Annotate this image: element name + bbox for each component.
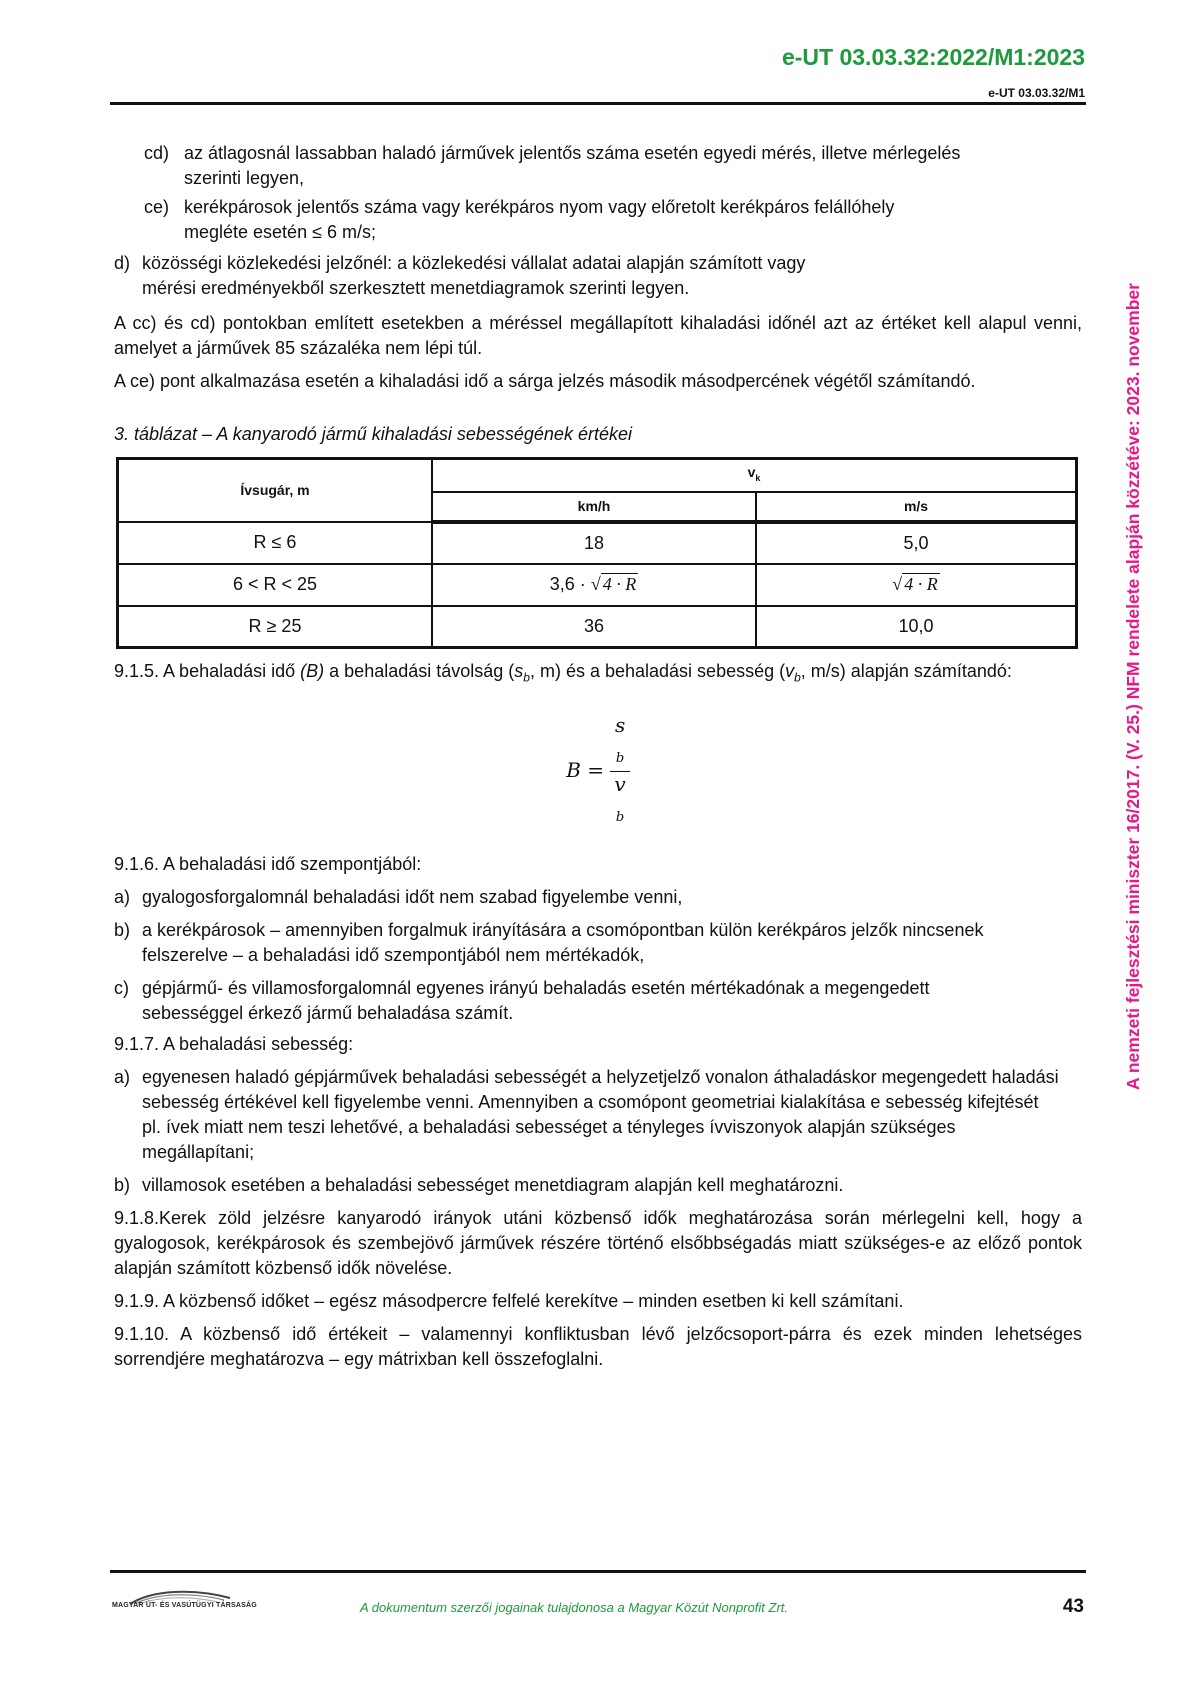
formula-lhs: B = [566, 757, 605, 782]
header-ms: m/s [756, 492, 1077, 522]
list-item-cd [114, 141, 1082, 191]
section-918: 9.1.8.Kerek zöld jelzésre kanyarodó irányok utáni közbenső idők meghatározása során mérlegelni kell, hogy a gyalogosok, kerékpárosok és szembejövő járművek részére történő elsőbbségadás miatt szükséges-e az előző pontok alapján számított közbenső idők növelése. [114, 1207, 1082, 1278]
cell-kmh: 18 [432, 522, 756, 564]
list-label: b) [114, 1174, 131, 1195]
table-row [118, 522, 1077, 564]
list-text: az átlagosnál lassabban haladó járművek jelentős száma esetén egyedi mérés, illetve mérlegelés szerinti legyen, [184, 143, 961, 188]
section-915 [114, 659, 1082, 691]
s915-part: a behaladási távolság ( [324, 661, 515, 682]
list-item [114, 1173, 1082, 1198]
table-caption: 3. táblázat – A kanyarodó jármű kihaladási sebességének értékei [114, 424, 632, 444]
table-row [118, 564, 1077, 606]
standard-subcode: e-UT 03.03.32/M1 [988, 86, 1085, 100]
cell-ms: 5,0 [756, 522, 1077, 564]
header-radius: Ívsugár, m [118, 459, 433, 522]
speed-table [116, 457, 1078, 649]
cell-ms: 10,0 [756, 606, 1077, 648]
list-item [114, 1065, 1082, 1165]
section-919: 9.1.9. A közbenső időket – egész másodpercre felfelé kerekítve – minden esetben ki kell számítani. [114, 1290, 904, 1311]
list-item [114, 976, 1082, 1026]
list-label: ce) [144, 197, 170, 217]
table-row [118, 606, 1077, 648]
copyright-notice: A dokumentum szerzői jogainak tulajdonosa a Magyar Közút Nonprofit Zrt. [360, 1600, 789, 1615]
list-label: cd) [144, 143, 170, 163]
standard-code: e-UT 03.03.32:2022/M1:2023 [781, 44, 1085, 70]
list-text: a kerékpárosok – amennyiben forgalmuk irányítására a csomópontban külön kerékpáros jelzők nincsenek felszerelve – a behaladási idő szempontjából nem mértékadók, [142, 919, 984, 965]
footer-rule [110, 1570, 1086, 1573]
sqrt-radicand: 4 · R [904, 574, 938, 595]
formula-fraction [610, 713, 629, 830]
formula-numerator: s $_b$ [610, 713, 629, 772]
header-v [432, 459, 1077, 492]
cell-kmh: 36 [432, 606, 756, 648]
s915-part: (B) [300, 661, 325, 682]
section-916-title: 9.1.6. A behaladási idő szempontjából: [114, 853, 422, 874]
list-text: kerékpárosok jelentős száma vagy kerékpáros nyom vagy előretolt kerékpáros felállóhely megléte esetén ≤ 6 m/s; [184, 197, 895, 242]
list-label: a) [114, 886, 131, 907]
list-label: c) [114, 977, 129, 998]
cell-radius: R ≤ 6 [118, 522, 433, 564]
section-917-title: 9.1.7. A behaladási sebesség: [114, 1033, 354, 1054]
s915-part: s [514, 661, 524, 682]
cell-kmh [432, 564, 756, 606]
list-label: d) [114, 253, 131, 273]
s915-part: 9.1.5. A behaladási idő [114, 661, 301, 682]
page-content [114, 141, 1082, 1372]
list-item [114, 885, 1082, 910]
list-item-d [114, 251, 1082, 301]
list-text: közösségi közlekedési jelzőnél: a közlekedési vállalat adatai alapján számított vagy mérési eredményekből szerkesztett menetdiagramok szerinti legyen. [142, 253, 806, 298]
list-item-ce [114, 195, 1082, 245]
header-v-symbol: v [747, 464, 756, 480]
sqrt-expression: √ 4 · R [892, 574, 938, 595]
list-text: gyalogosforgalomnál behaladási időt nem szabad figyelembe venni, [142, 886, 683, 907]
list-text: villamosok esetében a behaladási sebességet menetdiagram alapján kell meghatározni. [142, 1174, 844, 1195]
s915-part: b [794, 670, 801, 685]
list-label: a) [114, 1066, 131, 1087]
section-9110: 9.1.10. A közbenső idő értékeit – valamennyi konfliktusban lévő jelzőcsoport-párra és ezek minden lehetséges sorrendjére meghatározva – egy mátrixban kell összefoglalni. [114, 1323, 1082, 1369]
logo-text: MAGYAR ÚT- ÉS VASÚTÜGYI TÁRSASÁG [112, 1602, 257, 1609]
paragraph-ce: A ce) pont alkalmazása esetén a kihaladási idő a sárga jelzés második másodpercének végétől számítandó. [114, 371, 976, 391]
sqrt-expression: √ 4 · R [590, 574, 637, 595]
formula-b [114, 713, 1082, 830]
s915-part: , m/s) alapján számítandó: [800, 661, 1012, 682]
paragraph-85-percent: A cc) és cd) pontokban említett esetekben a méréssel megállapított kihaladási időnél azt az értéket kell alapul venni, amelyet a járművek 85 százaléka nem lépi túl. [114, 313, 1082, 358]
header-kmh: km/h [432, 492, 756, 522]
cell-radius: R ≥ 25 [118, 606, 433, 648]
cell-ms [756, 564, 1077, 606]
header-rule [110, 102, 1086, 105]
list-text: egyenesen haladó gépjárművek behaladási sebességét a helyzetjelző vonalon áthaladáskor megengedett haladási sebesség értékével kell figyelembe venni. Amennyiben a csomópont geometriai kialakítása e sebesség kifejtését pl. ívek miatt nem teszi lehetővé, a behaladási sebességet a tényleges ívviszonyok alapján szükséges megállapítani; [142, 1066, 1059, 1162]
s915-part: b [523, 670, 530, 685]
s915-part: , m) és a behaladási sebesség ( [529, 661, 786, 682]
page-number: 43 [1062, 1596, 1084, 1617]
publication-note: A nemzeti fejlesztési miniszter 16/2017. (V. 25.) NFM rendelete alapján közzétéve: 2023. november [1123, 283, 1143, 1090]
list-label: b) [114, 919, 131, 940]
s915-part: v [785, 661, 795, 682]
list-text: gépjármű- és villamosforgalomnál egyenes irányú behaladás esetén mértékadónak a megengedett sebességgel érkező jármű behaladása számít. [142, 977, 930, 1023]
header-v-subscript: k [755, 472, 761, 483]
list-item [114, 918, 1082, 968]
cell-radius: 6 < R < 25 [118, 564, 433, 606]
formula-denominator: v $_b$ [614, 771, 626, 825]
kmh-prefix: 3,6 · [549, 574, 591, 595]
sqrt-radicand: 4 · R [602, 574, 637, 595]
